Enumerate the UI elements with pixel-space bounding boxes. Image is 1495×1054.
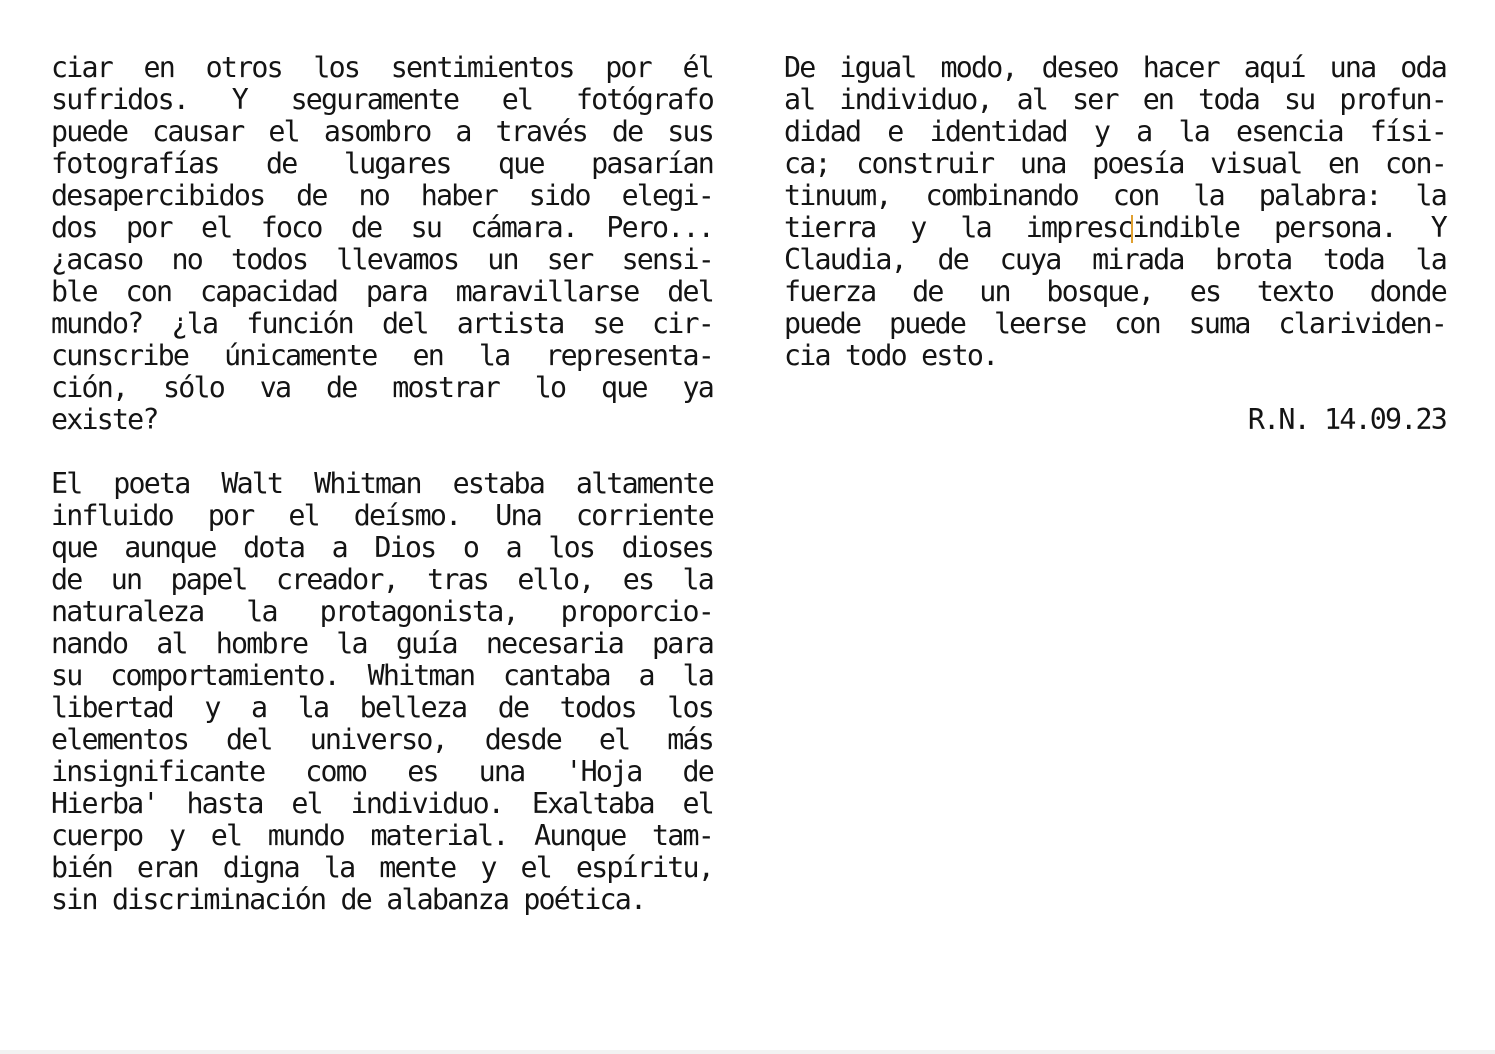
text-line: fotografías de lugares que pasarían [51,147,713,180]
left-column [51,52,713,916]
text-line: desapercibidos de no haber sido elegi- [51,179,713,212]
text-line: insignificante como es una 'Hoja de [51,755,713,788]
text-after-cursor: indible persona. Y [1132,211,1446,244]
text-line: cia todo esto. [784,339,998,372]
text-line: ción, sólo va de mostrar lo que ya [51,371,713,404]
text-line: puede puede leerse con suma clarividen- [784,307,1446,340]
text-line: de un papel creador, tras ello, es la [51,563,713,596]
text-line: naturaleza la protagonista, proporcio- [51,595,713,628]
text-line: que aunque dota a Dios o a los dioses [51,531,713,564]
text-line: existe? [51,403,158,436]
paragraph-gap [51,436,713,468]
text-line: mundo? ¿la función del artista se cir- [51,307,713,340]
text-line: fuerza de un bosque, es texto donde [784,275,1446,308]
text-line: libertad y a la belleza de todos los [51,691,713,724]
text-line: al individuo, al ser en toda su profun- [784,83,1446,116]
signature-date: R.N. 14.09.23 [1247,403,1446,436]
paragraph-whitman [51,468,713,916]
text-line: nando al hombre la guía necesaria para [51,627,713,660]
text-line: ¿acaso no todos llevamos un ser sensi- [51,243,713,276]
text-line: elementos del universo, desde el más [51,723,713,756]
text-line: influido por el deísmo. Una corriente [51,499,713,532]
text-line: cunscribe únicamente en la representa- [51,339,713,372]
text-line: Hierba' hasta el individuo. Exaltaba el [51,787,713,820]
text-line: didad e identidad y a la esencia físi- [784,115,1446,148]
text-line: ca; construir una poesía visual en con- [784,147,1446,180]
text-line: bién eran digna la mente y el espíritu, [51,851,713,884]
text-line: cuerpo y el mundo material. Aunque tam- [51,819,713,852]
text-line-with-cursor[interactable] [784,212,1446,244]
page-bottom-edge [0,1050,1495,1054]
paragraph-art-question [51,52,713,436]
text-line: tinuum, combinando con la palabra: la [784,179,1446,212]
text-line: El poeta Walt Whitman estaba altamente [51,467,713,500]
text-line: su comportamiento. Whitman cantaba a la [51,659,713,692]
text-line: Claudia, de cuya mirada brota toda la [784,243,1446,276]
text-line: dos por el foco de su cámara. Pero... [51,211,713,244]
paragraph-ode [784,52,1446,372]
text-line: sufridos. Y seguramente el fotógrafo [51,83,713,116]
text-line: puede causar el asombro a través de sus [51,115,713,148]
right-column [784,52,1446,436]
text-line: ble con capacidad para maravillarse del [51,275,713,308]
text-line: ciar en otros los sentimientos por él [51,51,713,84]
text-before-cursor: tierra y la impresc [784,211,1133,244]
text-line: sin discriminación de alabanza poética. [51,883,646,916]
text-line: De igual modo, deseo hacer aquí una oda [784,51,1446,84]
